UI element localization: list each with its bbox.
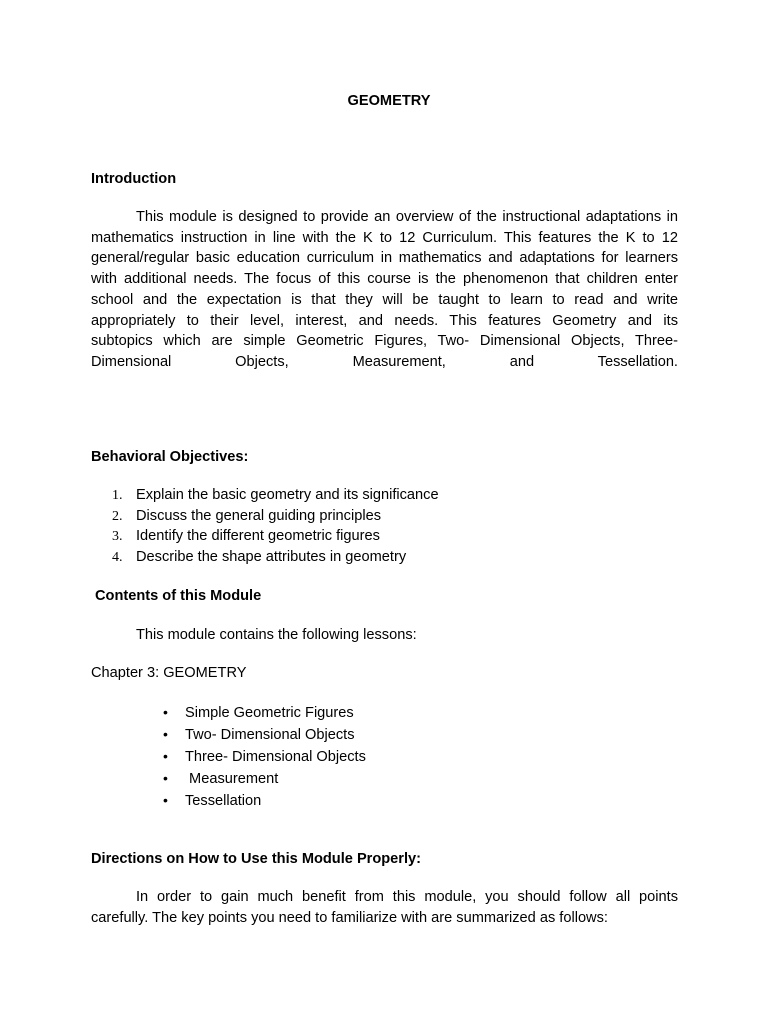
directions-heading: Directions on How to Use this Module Properly: <box>91 851 422 867</box>
bullet-icon: • <box>163 748 168 764</box>
introduction-heading: Introduction <box>91 171 177 187</box>
lesson-text: Simple Geometric Figures <box>185 705 354 721</box>
objectives-list <box>112 485 439 568</box>
objective-number: 4. <box>112 550 123 566</box>
objective-text: Identify the different geometric figures <box>136 528 380 545</box>
intro-line-1-text: This module is designed to provide an overview of the instructional adaptations in <box>136 209 678 225</box>
lesson-item-3 <box>163 745 366 767</box>
lessons-list <box>163 701 366 811</box>
objective-item-4 <box>112 547 439 568</box>
intro-line-1 <box>91 207 678 228</box>
chapter-label: Chapter 3: GEOMETRY <box>91 665 247 681</box>
contents-intro-text: This module contains the following lessons: <box>136 627 417 643</box>
intro-line-8: Dimensional Objects, Measurement, and Tessellation. <box>91 353 678 370</box>
objective-item-2 <box>112 506 439 527</box>
behavioral-objectives-heading: Behavioral Objectives: <box>91 449 249 465</box>
bullet-icon: • <box>163 704 168 720</box>
lesson-item-4 <box>163 767 366 789</box>
intro-line-7: subtopics which are simple Geometric Figures, Two- Dimensional Objects, Three- <box>91 333 678 350</box>
intro-line-3: general/regular basic education curriculum in mathematics and adaptations for learners <box>91 250 678 267</box>
directions-line-1-text: In order to gain much benefit from this module, you should follow all points <box>136 889 678 905</box>
page-title: GEOMETRY <box>347 93 431 109</box>
objective-number: 3. <box>112 529 123 545</box>
contents-heading: Contents of this Module <box>95 588 262 604</box>
lesson-item-2 <box>163 723 366 745</box>
bullet-icon: • <box>163 726 168 742</box>
intro-line-5: school and the expectation is that they will be taught to learn to read and write <box>91 291 678 308</box>
directions-line-1 <box>91 887 678 908</box>
bullet-icon: • <box>163 770 168 786</box>
lesson-text: Three- Dimensional Objects <box>185 749 366 765</box>
bullet-icon: • <box>163 792 168 808</box>
lesson-item-5 <box>163 789 366 811</box>
objective-text: Explain the basic geometry and its significance <box>136 487 439 503</box>
objective-text: Describe the shape attributes in geometry <box>136 549 407 566</box>
lesson-text: Measurement <box>185 771 279 787</box>
objective-number: 2. <box>112 508 123 524</box>
objective-item-3 <box>112 526 439 547</box>
introduction-paragraph <box>91 207 678 373</box>
objective-item-1 <box>112 485 439 506</box>
lesson-text: Tessellation <box>185 793 262 809</box>
directions-paragraph <box>91 887 678 928</box>
intro-line-4: with additional needs. The focus of this course is the phenomenon that children enter <box>91 271 678 288</box>
intro-line-6: appropriately to their level, interest, and needs. This features Geometry and its <box>91 312 678 329</box>
lesson-item-1 <box>163 701 366 723</box>
objective-text: Discuss the general guiding principles <box>136 507 381 524</box>
objective-number: 1. <box>112 488 123 503</box>
directions-line-2: carefully. The key points you need to familiarize with are summarized as follows: <box>91 909 608 926</box>
intro-line-2: mathematics instruction in line with the K to 12 Curriculum. This features the K to 12 <box>91 229 678 246</box>
lesson-text: Two- Dimensional Objects <box>185 727 355 743</box>
